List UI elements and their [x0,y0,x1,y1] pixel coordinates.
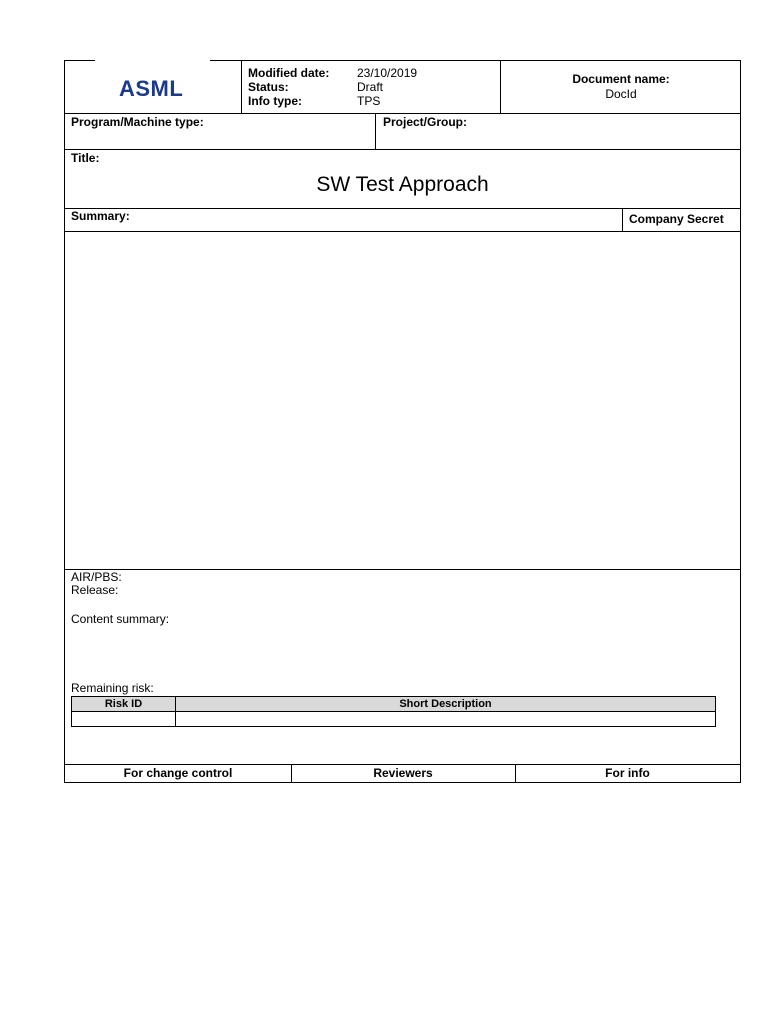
logo-border-gap [95,59,210,63]
risk-id-header: Risk ID [72,697,176,712]
divider-title [65,208,740,209]
document-name-value: DocId [605,87,637,101]
risk-table [71,696,716,727]
modified-date-value: 23/10/2019 [357,66,418,80]
program-machine-type-label: Program/Machine type: [71,115,204,129]
divider-program [65,149,740,150]
short-description-header: Short Description [176,697,716,712]
summary-body [65,232,740,569]
document-name-block [501,72,741,101]
document-title: SW Test Approach [316,173,489,196]
document-cover-form [64,60,741,783]
asml-logo: ASML [119,76,184,101]
summary-label: Summary: [71,209,130,223]
reviewers-label: Reviewers [373,766,433,780]
content-summary-label: Content summary: [71,612,170,626]
status-label: Status: [248,80,289,94]
program-project-divider [375,113,376,149]
header-divider-1 [241,61,242,113]
for-change-control-label: For change control [123,766,233,780]
project-group-label: Project/Group: [383,115,468,129]
status-value: Draft [357,80,384,94]
title-label: Title: [71,151,100,165]
air-pbs-label: AIR/PBS: [71,570,122,584]
short-description-cell [176,712,716,727]
classification-label: Company Secret [629,212,724,226]
risk-id-cell [72,712,176,727]
info-type-label: Info type: [248,94,302,108]
remaining-risk-label: Remaining risk: [71,681,154,695]
divider-header [65,113,740,114]
risk-table-header-row [72,697,716,712]
modified-date-label: Modified date: [248,66,330,80]
table-row [72,712,716,727]
info-type-value: TPS [357,94,381,108]
document-name-label: Document name: [572,72,670,86]
classification-divider [622,208,623,231]
divider-details [65,569,740,570]
for-info-label: For info [605,766,650,780]
release-label: Release: [71,583,119,597]
